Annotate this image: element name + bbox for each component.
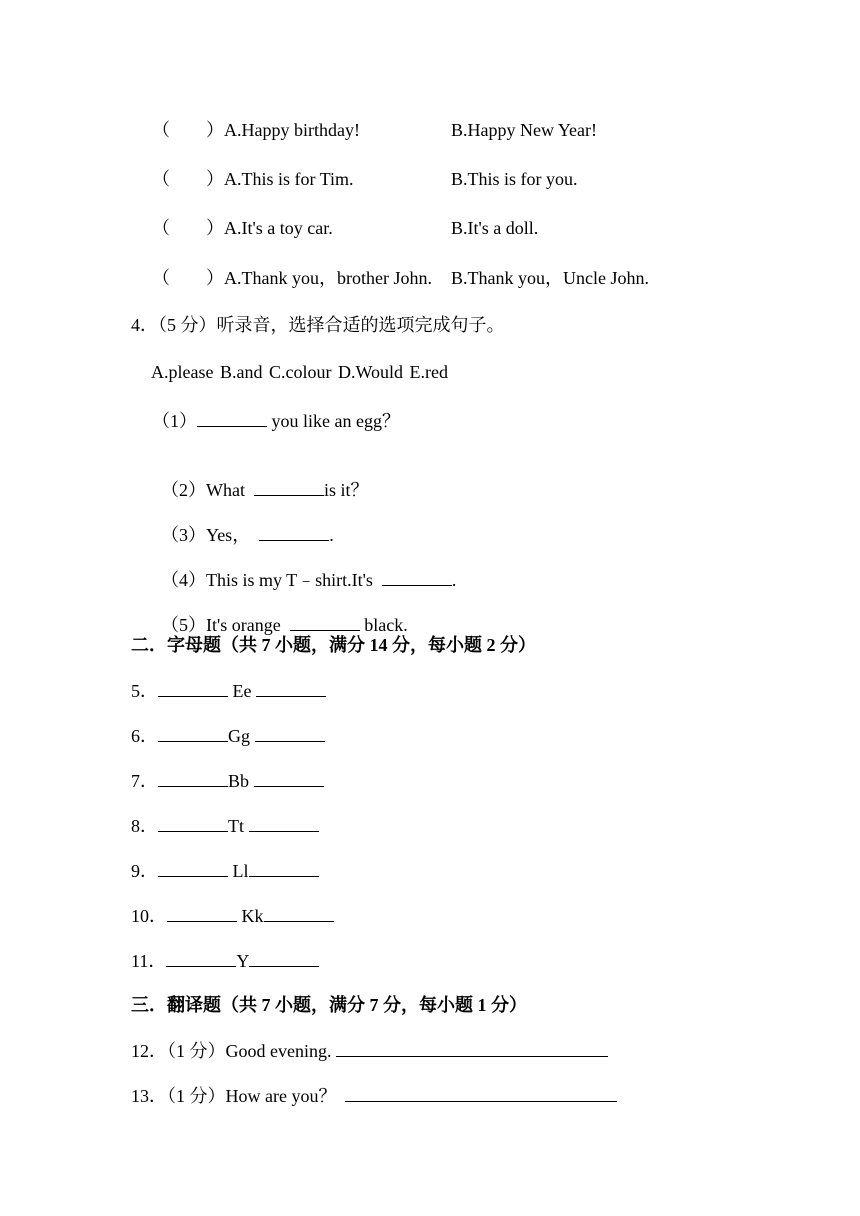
q4-heading: 4．（5 分）听录音，选择合适的选项完成句子。 <box>131 315 505 335</box>
item-number: 8． <box>131 816 158 836</box>
section-3-heading: 三．翻译题（共 7 小题，满分 7 分，每小题 1 分） <box>131 995 527 1015</box>
item-number: （1） <box>152 411 197 431</box>
fill-blank[interactable] <box>249 858 319 877</box>
fill-blank[interactable] <box>254 768 324 787</box>
fill-blank[interactable] <box>158 723 228 742</box>
item-number: 6． <box>131 726 158 746</box>
item-number: 7． <box>131 771 158 791</box>
letter-item-10 <box>131 903 334 928</box>
q3-item-1 <box>152 118 360 142</box>
fill-blank[interactable] <box>158 768 228 787</box>
fill-blank[interactable] <box>158 813 228 832</box>
letter-item-11 <box>131 948 319 973</box>
fill-blank[interactable] <box>197 408 267 427</box>
item-post-text: black. <box>359 615 408 635</box>
letter: Tt <box>228 816 249 836</box>
letter: Ll <box>228 861 249 881</box>
fill-blank[interactable] <box>290 612 360 631</box>
item-number: 11． <box>131 951 167 971</box>
option-b: B.It's a doll. <box>451 218 539 238</box>
letter: Ee <box>228 681 256 701</box>
item-post-text: . <box>329 525 334 545</box>
letter: Bb <box>228 771 254 791</box>
option-b: B.Thank you，Uncle John. <box>451 268 649 288</box>
letter: Gg <box>228 726 255 746</box>
translation-item-13 <box>131 1083 617 1108</box>
q4-options: A.please B.and C.colour D.Would E.red <box>151 362 448 382</box>
q4-item-4 <box>152 543 456 592</box>
answer-paren[interactable]: （ ） <box>152 169 224 189</box>
q3-item-4 <box>152 266 432 290</box>
item-number: 5． <box>131 681 158 701</box>
q3-item-2 <box>152 167 354 191</box>
fill-blank[interactable] <box>264 903 334 922</box>
item-pre-text: It's orange <box>206 615 290 635</box>
option-b: B.This is for you. <box>451 169 578 189</box>
item-number: （4） <box>161 570 206 590</box>
item-pre-text: What <box>206 480 254 500</box>
item-text: Good evening. <box>225 1041 336 1061</box>
fill-blank[interactable] <box>345 1083 617 1102</box>
item-number: 9． <box>131 861 158 881</box>
q4-item-1 <box>152 408 400 433</box>
translation-item-12 <box>131 1038 608 1063</box>
fill-blank[interactable] <box>256 678 326 697</box>
fill-blank[interactable] <box>255 723 325 742</box>
answer-paren[interactable]: （ ） <box>152 120 224 140</box>
item-number: 13．（1 分） <box>131 1086 226 1106</box>
letter: Y <box>236 951 250 971</box>
item-number: （2） <box>161 480 206 500</box>
option-a: A.It's a toy car. <box>224 218 333 238</box>
item-text: How are you？ <box>225 1086 346 1106</box>
item-post-text: you like an egg？ <box>267 411 400 431</box>
fill-blank[interactable] <box>249 813 319 832</box>
option-b: B.Happy New Year! <box>451 120 597 140</box>
q3-item-3 <box>152 216 333 240</box>
q4-item-2 <box>152 453 369 502</box>
item-pre-text: Yes， <box>206 525 260 545</box>
item-post-text: . <box>451 570 457 590</box>
letter-item-5 <box>131 678 326 703</box>
fill-blank[interactable] <box>249 948 319 967</box>
letter-item-9 <box>131 858 319 883</box>
section-2-heading: 二．字母题（共 7 小题，满分 14 分，每小题 2 分） <box>131 635 536 655</box>
fill-blank[interactable] <box>158 858 228 877</box>
fill-blank[interactable] <box>259 522 329 541</box>
item-number: （3） <box>161 525 206 545</box>
q4-item-3 <box>152 498 334 547</box>
letter: Kk <box>237 906 264 926</box>
answer-paren[interactable]: （ ） <box>152 268 224 288</box>
letter-item-7 <box>131 768 324 793</box>
fill-blank[interactable] <box>158 678 228 697</box>
fill-blank[interactable] <box>167 903 237 922</box>
item-number: 12．（1 分） <box>131 1041 226 1061</box>
fill-blank[interactable] <box>336 1038 608 1057</box>
item-number: （5） <box>161 615 206 635</box>
option-a: A.Thank you，brother John. <box>224 268 432 288</box>
fill-blank[interactable] <box>382 567 452 586</box>
answer-paren[interactable]: （ ） <box>152 218 224 238</box>
q4-item-5 <box>152 588 408 637</box>
option-a: A.This is for Tim. <box>224 169 354 189</box>
item-number: 10． <box>131 906 167 926</box>
item-pre-text: This is my T﹣shirt.It's <box>206 570 382 590</box>
fill-blank[interactable] <box>254 477 324 496</box>
letter-item-6 <box>131 723 325 748</box>
fill-blank[interactable] <box>166 948 236 967</box>
item-post-text: is it？ <box>323 480 369 500</box>
option-a: A.Happy birthday! <box>224 120 360 140</box>
letter-item-8 <box>131 813 319 838</box>
